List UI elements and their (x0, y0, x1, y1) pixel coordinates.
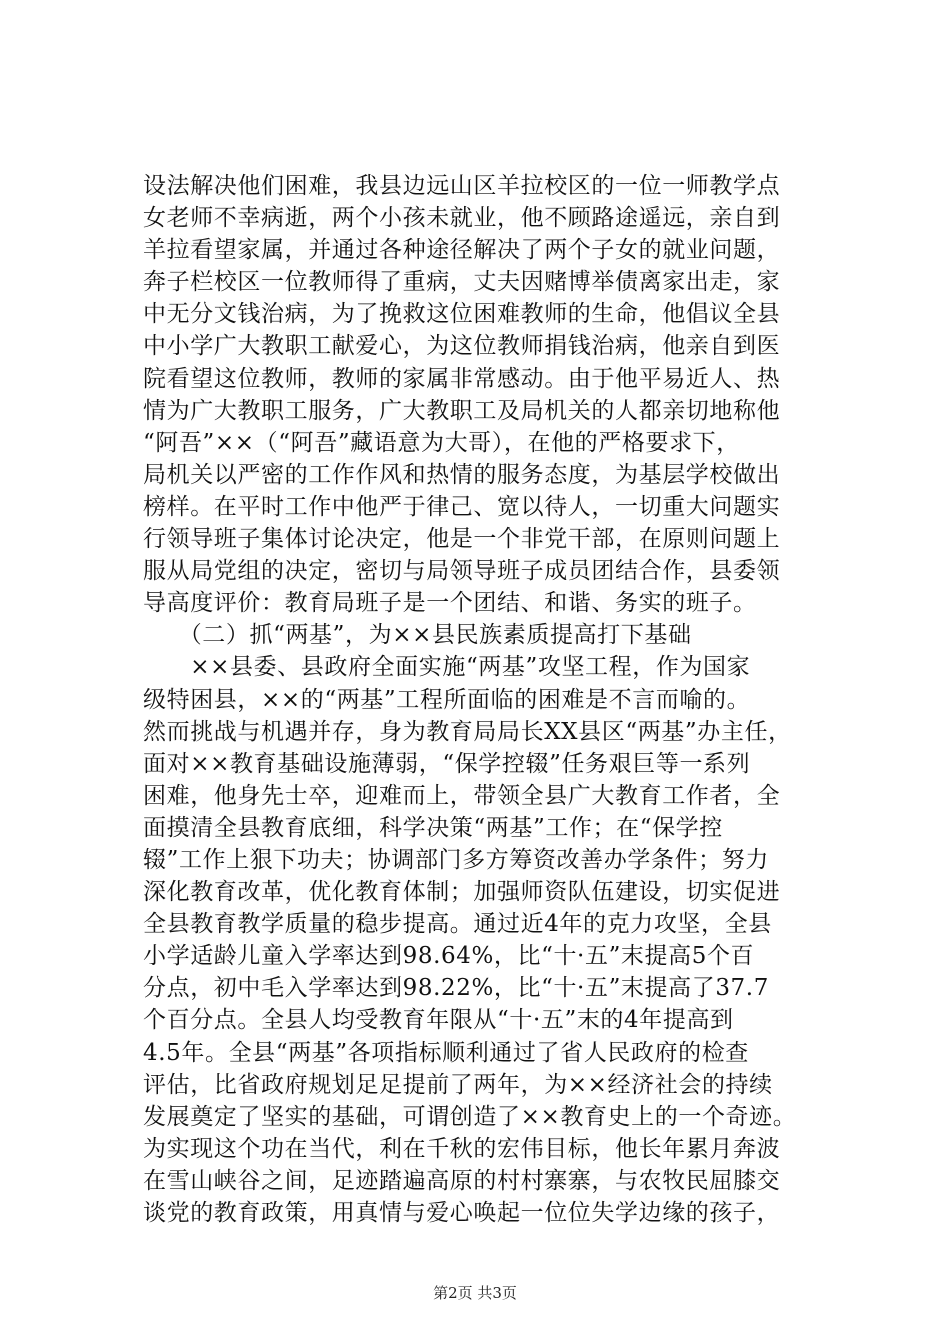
text-line: 设法解决他们困难，我县边远山区羊拉校区的一位一师教学点 (143, 173, 781, 199)
document-body (143, 170, 823, 1229)
text-line: 深化教育改革，优化教育体制；加强师资队伍建设，切实促进 (143, 879, 781, 906)
text-line: 个百分点。全县人均受教育年限从“十·五”末的4年提高到 (143, 1007, 734, 1034)
text-line: 小学适龄儿童入学率达到98.64%，比“十·五”末提高5个百 (143, 943, 755, 970)
text-line: ××县委、县政府全面实施“两基”攻坚工程，作为国家 (143, 654, 751, 681)
text-line: 院看望这位教师，教师的家属非常感动。由于他平易近人、热 (143, 365, 781, 392)
section-heading: （二）抓“两基”，为××县民族素质提高打下基础 (143, 622, 692, 649)
text-line: 局机关以严密的工作作风和热情的服务态度，为基层学校做出 (143, 461, 781, 488)
text-line: 榜样。在平时工作中他严于律己、宽以待人，一切重大问题实 (143, 493, 781, 520)
text-line: 中无分文钱治病，为了挽救这位困难教师的生命，他倡议全县 (143, 301, 781, 328)
text-line: 奔子栏校区一位教师得了重病，丈夫因赌博举债离家出走，家 (143, 269, 781, 296)
text-line: 评估，比省政府规划足足提前了两年，为××经济社会的持续 (143, 1071, 773, 1098)
text-line: 谈党的教育政策，用真情与爱心唤起一位位失学边缘的孩子， (143, 1200, 781, 1226)
text-line: 羊拉看望家属，并通过各种途径解决了两个子女的就业问题， (143, 237, 781, 264)
text-line: 全县教育教学质量的稳步提高。通过近4年的克力攻坚，全县 (143, 911, 772, 938)
text-line: 然而挑战与机遇并存，身为教育局局长XX县区“两基”办主任， (143, 718, 792, 745)
text-line: 面摸清全县教育底细，科学决策“两基”工作；在“保学控 (143, 814, 723, 841)
text-line: 为实现这个功在当代，利在千秋的宏伟目标，他长年累月奔波 (143, 1135, 781, 1162)
text-line: 女老师不幸病逝，两个小孩未就业，他不顾路途遥远，亲自到 (143, 205, 781, 232)
text-line: 4.5年。全县“两基”各项指标顺利通过了省人民政府的检查 (143, 1039, 749, 1066)
text-line: 面对××教育基础设施薄弱，“保学控辍”任务艰巨等一系列 (143, 750, 751, 777)
text-line: 服从局党组的决定，密切与局领导班子成员团结合作，县委领 (143, 558, 781, 585)
text-line: 中小学广大教职工献爱心，为这位教师捐钱治病，他亲自到医 (143, 333, 781, 360)
text-line: 行领导班子集体讨论决定，他是一个非党干部，在原则问题上 (143, 526, 781, 553)
text-line: 级特困县，××的“两基”工程所面临的困难是不言而喻的。 (143, 686, 751, 713)
text-line: “阿吾”××（“阿吾”藏语意为大哥），在他的严格要求下， (143, 429, 740, 456)
text-line: 导高度评价：教育局班子是一个团结、和谐、务实的班子。 (143, 590, 757, 617)
text-line: 困难，他身先士卒，迎难而上，带领全县广大教育工作者，全 (143, 782, 781, 809)
text-line: 在雪山峡谷之间，足迹踏遍高原的村村寨寨，与农牧民屈膝交 (143, 1167, 781, 1194)
text-line: 发展奠定了坚实的基础，可谓创造了××教育史上的一个奇迹。 (143, 1103, 797, 1130)
page-footer (0, 1283, 950, 1303)
page-number-label: 第2页 共3页 (433, 1284, 517, 1302)
text-line: 情为广大教职工服务，广大教职工及局机关的人都亲切地称他 (143, 397, 781, 424)
text-line: 分点，初中毛入学率达到98.22%，比“十·五”末提高了37.7 (143, 975, 769, 1002)
text-line: 辍”工作上狠下功夫；协调部门多方筹资改善办学条件；努力 (143, 846, 769, 873)
